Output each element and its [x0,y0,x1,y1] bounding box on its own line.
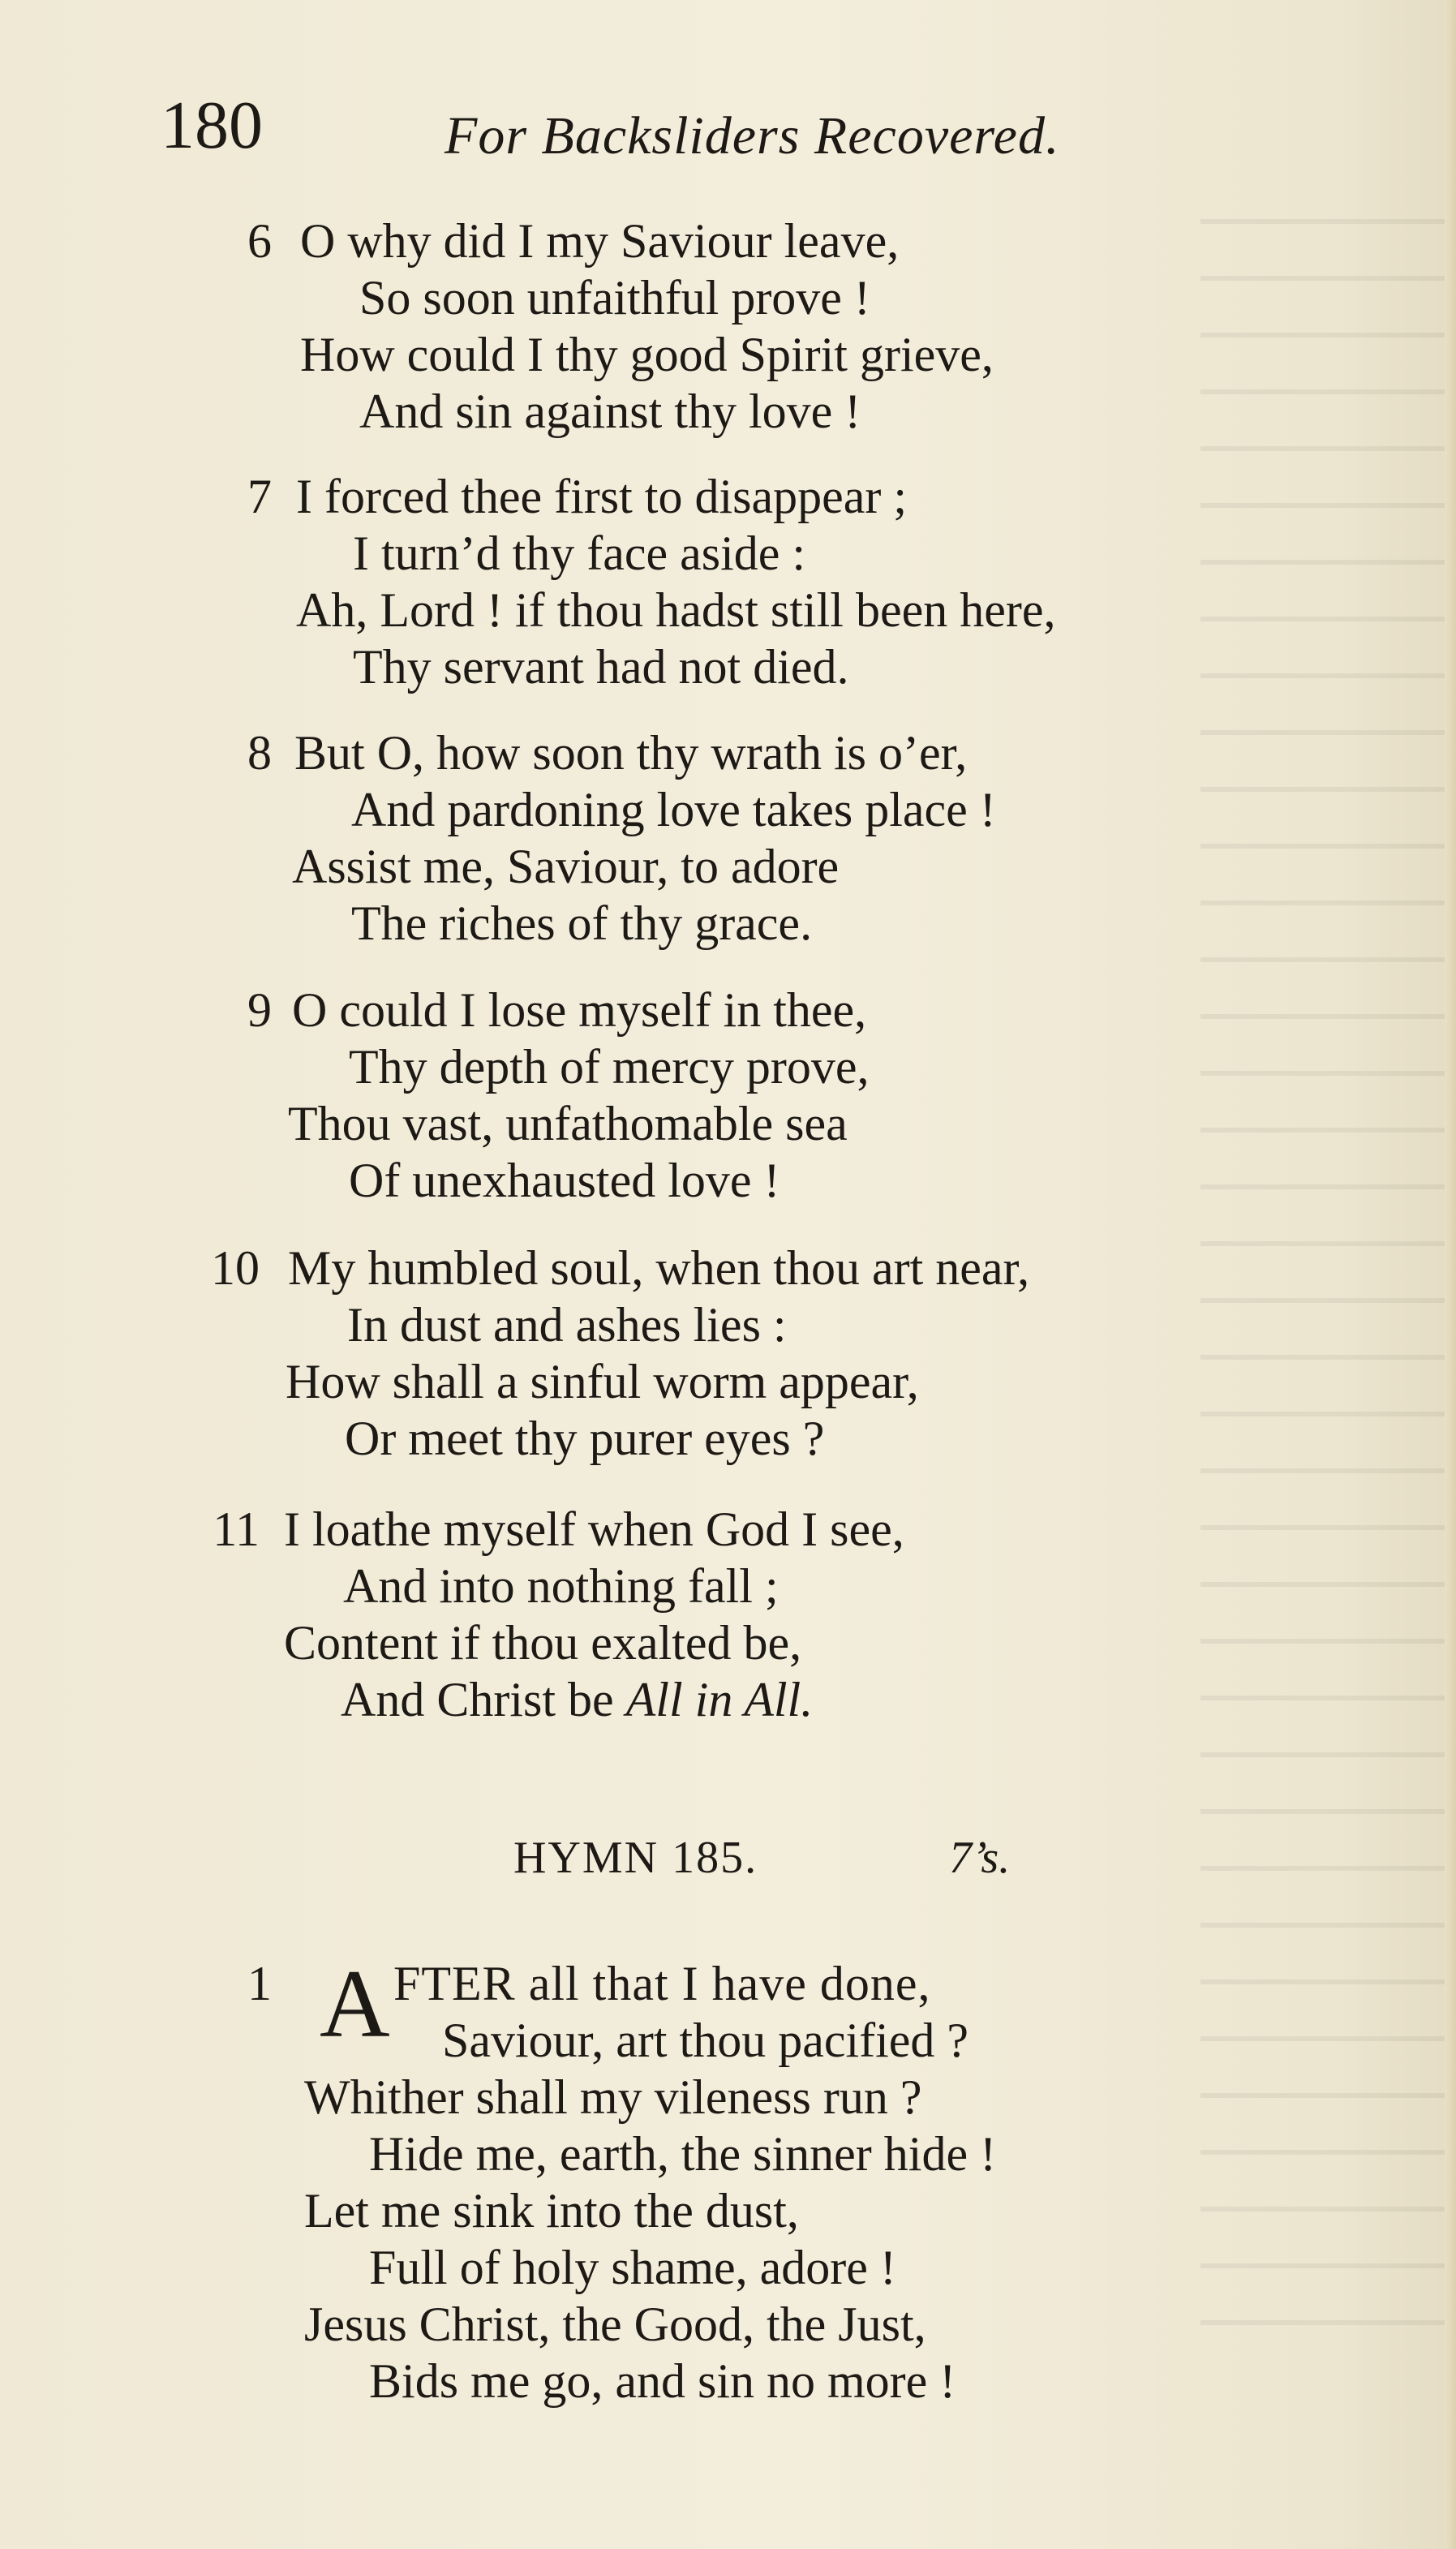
verse-line: And into nothing fall ; [343,1559,779,1613]
verse-line: I loathe myself when God I see, [284,1502,904,1556]
verse-line: O why did I my Saviour leave, [300,214,900,268]
verse-line: Assist me, Saviour, to adore [292,840,840,893]
verse-line-with-italic [341,1671,813,1728]
verse-line: Whither shall my vileness run ? [304,2070,922,2124]
drop-cap: A [320,1949,390,2057]
verse-line: Content if thou exalted be, [284,1616,802,1670]
verse-line: Jesus Christ, the Good, the Just, [304,2298,926,2351]
hymn-heading [0,1825,1456,1890]
stanza-number: 8 [247,726,272,780]
verse-line: How shall a sinful worm appear, [286,1355,919,1408]
verse-line: And pardoning love takes place ! [351,783,996,836]
stanza-number: 7 [247,470,272,523]
verse-line: I forced thee first to disappear ; [296,470,908,523]
running-head [0,81,1456,170]
verse-line: Saviour, art thou pacified ? [442,2014,969,2067]
page-edge [1445,0,1456,2549]
verse-line: Of unexhausted love ! [349,1154,780,1207]
verse-line: Thou vast, unfathomable sea [288,1097,848,1150]
verse-line: So soon unfaithful prove ! [359,271,870,325]
verse-line: In dust and ashes lies : [347,1298,787,1352]
verse-line: How could I thy good Spirit grieve, [300,328,994,381]
stanza-number: 9 [247,983,272,1037]
stanza-number: 11 [213,1502,260,1556]
verse-line: O could I lose myself in thee, [292,983,867,1037]
page-number: 180 [161,88,263,163]
verse-line: Hide me, earth, the sinner hide ! [369,2127,997,2181]
verse-line: Or meet thy purer eyes ? [345,1412,825,1465]
verse-line: Bids me go, and sin no more ! [369,2354,956,2408]
verse-line: I turn’d thy face aside : [353,527,806,580]
verse-line: Ah, Lord ! if thou hadst still been here, [296,583,1056,637]
verse-line: My humbled soul, when thou art near, [288,1241,1030,1295]
verse-line: Full of holy shame, adore ! [369,2241,896,2294]
show-through-text [1200,187,1456,2377]
stanza-number: 6 [247,214,272,268]
running-title: For Backsliders Recovered. [445,106,1060,165]
hymn-meter: 7’s. [949,1833,1011,1883]
verse-line: The riches of thy grace. [351,896,813,950]
verse-line: Thy depth of mercy prove, [349,1040,870,1094]
verse-line: FTER all that I have done, [393,1957,931,2010]
verse-line-text: And Christ be [341,1673,614,1726]
stanza-number: 10 [211,1241,260,1295]
verse-line: But O, how soon thy wrath is o’er, [294,726,968,780]
hymn-title: HYMN 185. [513,1833,758,1883]
italic-phrase: All in All. [625,1673,814,1726]
verse-line: And sin against thy love ! [359,385,861,438]
verse-line: Let me sink into the dust, [304,2184,799,2237]
verse-line: Thy servant had not died. [353,640,849,694]
stanza-number: 1 [247,1957,272,2010]
